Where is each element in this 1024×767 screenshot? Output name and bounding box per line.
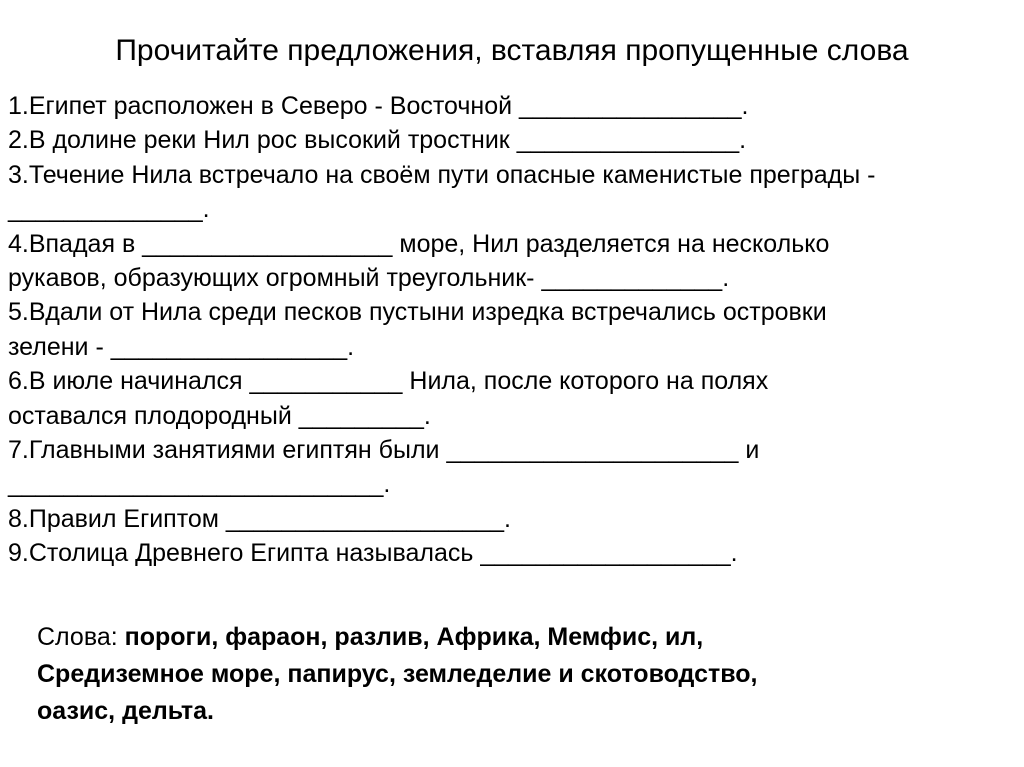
question-line: зелени - _________________. — [8, 332, 355, 361]
page-title: Прочитайте предложения, вставляя пропущенные слова — [115, 34, 909, 67]
word-bank-words-3: оазис, дельта. — [37, 697, 214, 725]
question-line: 6.В июле начинался ___________ Нила, после которого на полях — [8, 367, 769, 396]
question-line: 9.Столица Древнего Египта называлась __________________. — [8, 539, 738, 568]
question-line: ______________. — [8, 195, 210, 224]
question-line: 2.В долине реки Нил рос высокий тростник ________________. — [8, 126, 747, 155]
question-line: 3.Течение Нила встречало на своём пути опасные каменистые преграды - — [8, 160, 876, 189]
question-line: 1.Египет расположен в Северо - Восточной ________________. — [8, 92, 749, 120]
question-line: 7.Главными занятиями египтян были _____________________ и — [8, 435, 760, 464]
question-line: оставался плодородный _________. — [8, 401, 431, 430]
word-bank-words-1: пороги, фараон, разлив, Африка, Мемфис, ил, — [124, 623, 704, 651]
word-bank-line-1 — [37, 619, 937, 656]
word-bank — [37, 619, 937, 730]
question-line: ___________________________. — [8, 470, 391, 499]
question-list — [8, 89, 1020, 570]
word-bank-words-2: Средиземное море, папирус, земледелие и скотоводство, — [37, 660, 758, 688]
question-line: 8.Правил Египтом ____________________. — [8, 504, 511, 533]
question-line: 4.Впадая в __________________ море, Нил разделяется на несколько — [8, 229, 830, 258]
question-line: рукавов, образующих огромный треугольник- _____________. — [8, 263, 730, 292]
word-bank-label: Слова: — [37, 623, 125, 651]
question-line: 5.Вдали от Нила среди песков пустыни изредка встречались островки — [8, 298, 827, 327]
